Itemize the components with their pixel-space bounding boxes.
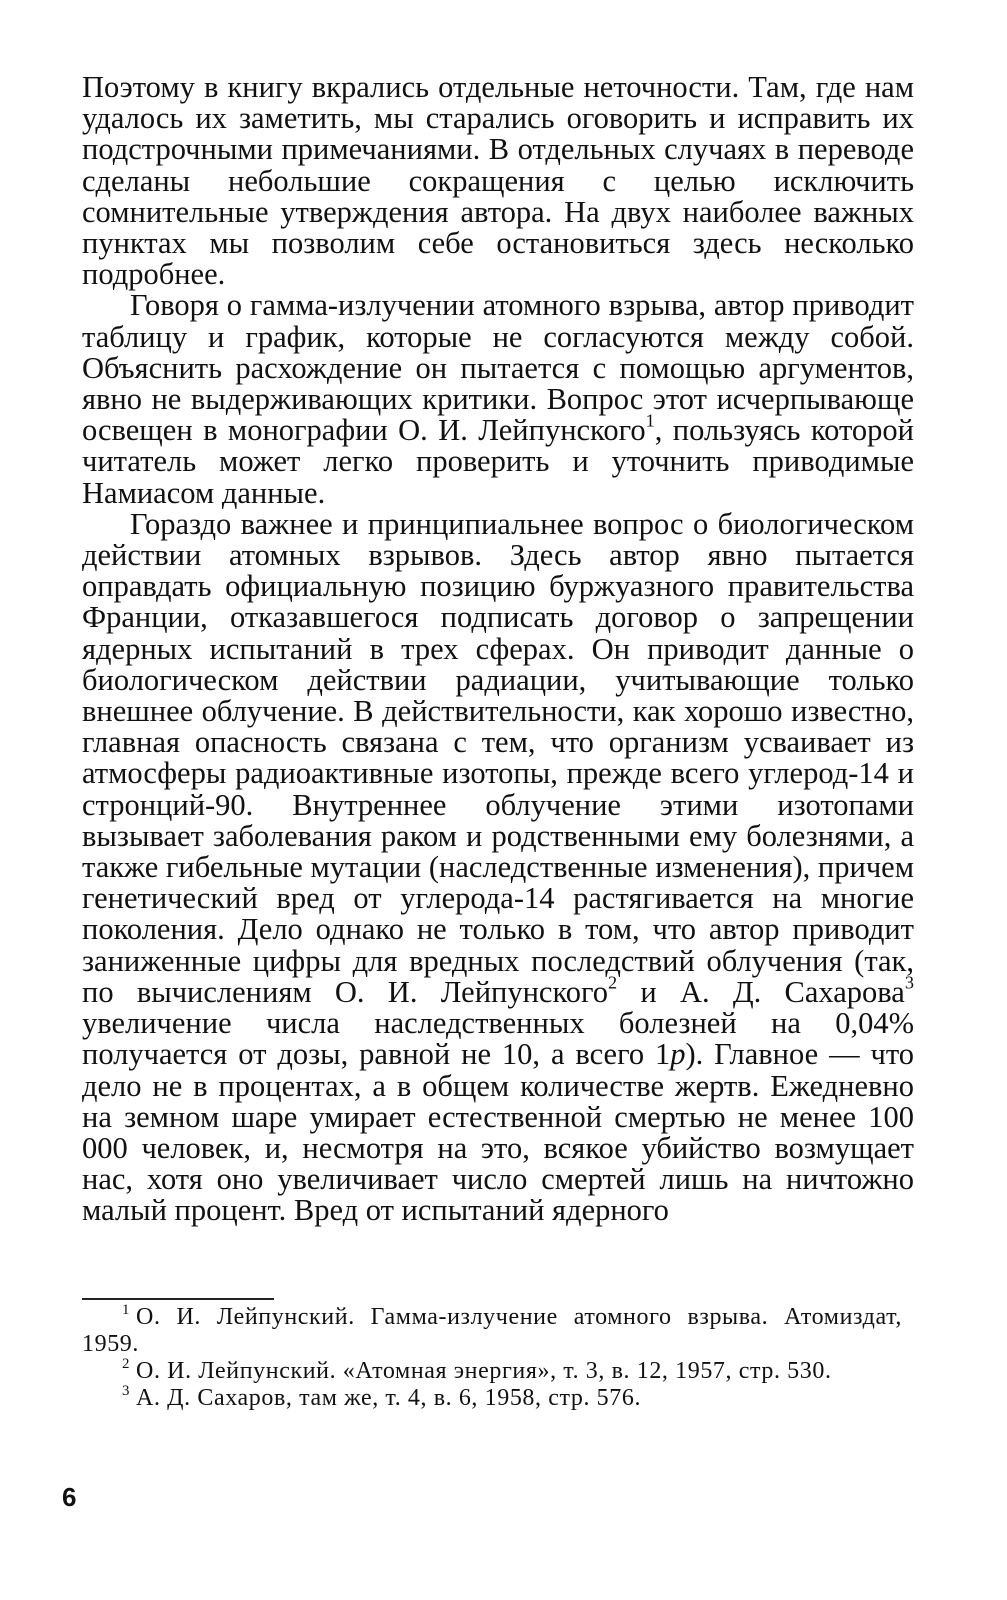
page-number: 6 bbox=[62, 1482, 77, 1512]
footnote-2-mark: 2 bbox=[122, 1355, 131, 1372]
paragraph-3 bbox=[82, 506, 915, 1228]
footnote-3-mark: 3 bbox=[122, 1382, 131, 1399]
footnote-1-mark: 1 bbox=[122, 1301, 131, 1318]
main-text bbox=[82, 72, 914, 1227]
footnote-divider bbox=[82, 1298, 274, 1300]
paragraph-1-text: Поэтому в книгу вкрались отдельные неточности. Там, где нам удалось их заметить, мы старались оговорить и исправить их подстрочными примечаниями. В отдельных случаях в переводе сделаны небольшие сокращения с целью исключить сомнительные утверждения автора. На двух наиболее важных пунктах мы позволим себе остановиться здесь несколько подробнее. bbox=[82, 70, 914, 292]
dose-unit: р bbox=[670, 1037, 686, 1072]
footnote-3 bbox=[82, 1382, 902, 1412]
footnote-3-text: А. Д. Сахаров, там же, т. 4, в. 6, 1958, стр. 576. bbox=[136, 1385, 642, 1411]
footnote-ref-2: 2 bbox=[608, 972, 618, 993]
footnote-1-text: О. И. Лейпунский. Гамма-излучение атомного взрыва. Атомиздат, 1959. bbox=[82, 1304, 902, 1357]
paragraph-1 bbox=[82, 72, 914, 290]
footnote-1 bbox=[82, 1301, 902, 1358]
paragraph-3-text-b: и А. Д. Сахарова bbox=[617, 974, 905, 1009]
footnote-ref-1: 1 bbox=[645, 410, 655, 431]
footnote-ref-3: 3 bbox=[904, 972, 914, 993]
paragraph-2 bbox=[82, 290, 914, 508]
footnote-2 bbox=[82, 1355, 902, 1385]
paragraph-3-text-c: увеличение числа наследственных болезней на 0,04% получается от дозы, равной не 10, а всего 1 bbox=[82, 1006, 914, 1072]
footnotes bbox=[82, 1301, 902, 1412]
paragraph-2-text-b: , пользуясь которой читатель может легко проверить и уточнить приводимые Намиасом данные. bbox=[82, 413, 914, 510]
footnote-2-text: О. И. Лейпунский. «Атомная энергия», т. 3, в. 12, 1957, стр. 530. bbox=[136, 1358, 832, 1384]
paragraph-3-text-d: ). Главное — что дело не в процентах, а в общем количестве жертв. Ежедневно на земном шаре умирает естественной смертью не менее 100 000 человек, и, несмотря на это, всякое убийство возмущает нас, хотя оно увеличивает число смертей лишь на ничтожно малый процент. Вред от испытаний ядерного bbox=[82, 1037, 914, 1228]
paragraph-2-text-a: Говоря о гамма-излучении атомного взрыва, автор приводит таблицу и график, которые не согласуются между собой. Объяснить расхождение он пытается с помощью аргументов, явно не выдерживающих критики. Вопрос этот исчерпывающе освещен в монографии О. И. Лейпунского bbox=[82, 288, 914, 448]
paragraph-3-text-a: Гораздо важнее и принципиальнее вопрос о биологическом действии атомных взрывов. Здесь автор явно пытается оправдать официальную позицию буржуазного правительства Франции, отказавшегося подписать договор о запрещении ядерных испытаний в трех сферах. Он приводит данные о биологическом действии радиации, учитывающие только внешнее облучение. В действительности, как хорошо известно, главная опасность связана с тем, что организм усваивает из атмосферы радиоактивные изотопы, прежде всего углерод-14 и стронций-90. Внутреннее облучение этими изотопами вызывает заболевания раком и родственными ему болезнями, а также гибельные мутации (наследственные изменения), причем генетический вред от углерода-14 растягивается на многие поколения. Дело однако не только в том, что автор приводит заниженные цифры для вредных последствий облучения (так, по вычислениям О. И. Лейпунского bbox=[82, 506, 915, 1009]
